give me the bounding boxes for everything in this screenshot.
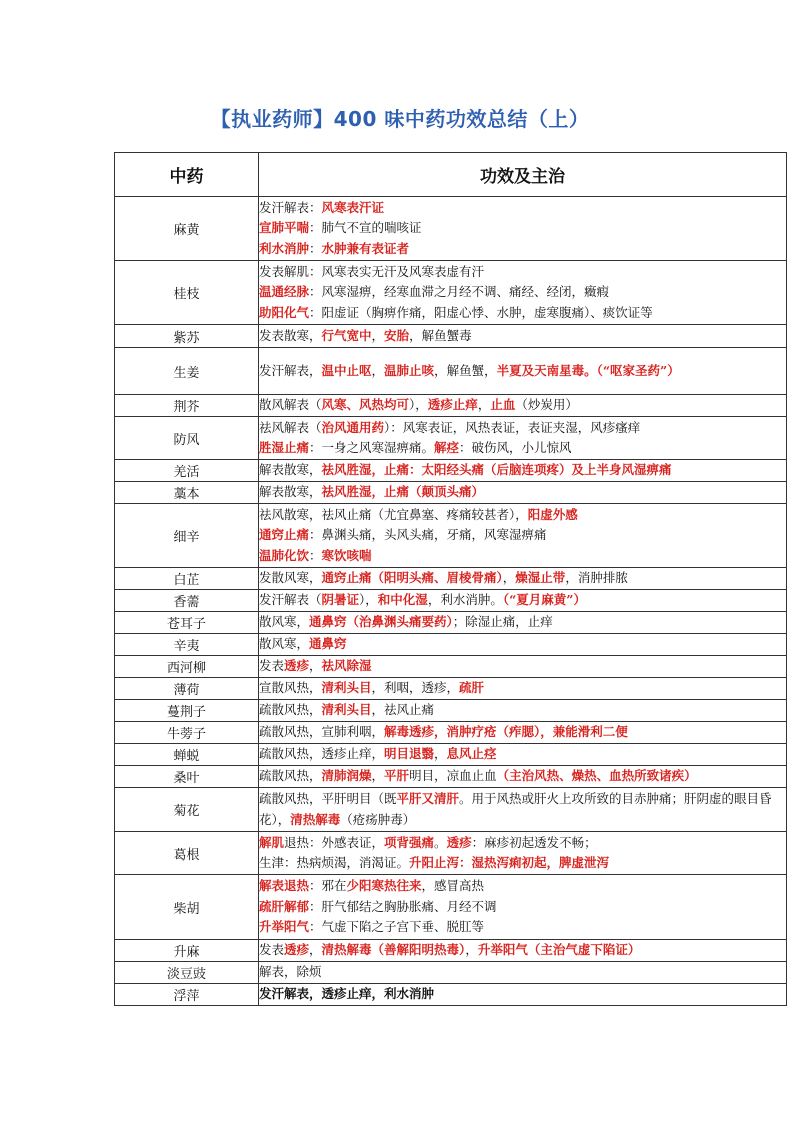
table-row: [115, 984, 787, 1006]
effect-text: 。用于风热或肝火上攻所致的目赤肿痛；肝阴虚的眼目昏花），: [259, 791, 772, 827]
highlighted-text: 行气宽中: [321, 327, 372, 343]
herb-name: 西河柳: [115, 656, 259, 678]
effect-line: [259, 218, 786, 239]
effect-text: ，利水消肿。: [427, 592, 503, 608]
highlighted-text: 疏肝解郁: [259, 898, 310, 914]
herb-name: 荆芥: [115, 395, 259, 417]
effect-text: 宣散风热，: [259, 680, 322, 696]
highlighted-text: 宣肺平喘: [259, 220, 310, 236]
herb-name: 麻黄: [115, 197, 259, 261]
highlighted-text: 阴暑证: [321, 592, 360, 608]
effect-text: ；除湿止痛，止痒: [452, 614, 553, 630]
effect-text: ，解鱼蟹毒: [409, 327, 472, 343]
herb-effects: [259, 612, 787, 634]
effect-line: [259, 766, 786, 787]
highlighted-text: （主治风热、燥热、血热所致诸疾）: [496, 768, 697, 784]
table-row: [115, 460, 787, 482]
highlighted-text: 通窍止痛（阳明头痛、眉棱骨痛）: [321, 570, 503, 586]
table-row: [115, 875, 787, 940]
herb-name: 细辛: [115, 504, 259, 568]
effect-line: [259, 282, 786, 303]
herb-effects: [259, 395, 787, 417]
herb-effects: [259, 744, 787, 766]
effect-text: ，解鱼蟹，: [434, 362, 497, 378]
herb-name: 桂枝: [115, 261, 259, 325]
effect-line: [259, 460, 786, 481]
effect-text: 发汗解表（: [259, 592, 322, 608]
table-row: [115, 590, 787, 612]
effect-text: 疏散风热，宣肺利咽，: [259, 724, 385, 740]
effect-text: ：鼻渊头痛，头风头痛，牙痛，风寒湿痹痛: [309, 527, 547, 543]
highlighted-text: 清热解毒（善解阳明热毒）: [321, 942, 466, 958]
effect-text: ，: [465, 942, 478, 958]
herb-name: 蝉蜕: [115, 744, 259, 766]
herb-name: 升麻: [115, 940, 259, 962]
effect-line: [259, 418, 786, 439]
highlighted-text: 祛风胜湿，止痛：太阳经头痛（后脑连项疼）及上半身风湿痹痛: [321, 462, 672, 478]
herb-name: 蔓荆子: [115, 700, 259, 722]
effect-line: [259, 612, 786, 633]
herb-name: 淡豆豉: [115, 962, 259, 984]
effect-text: 发汗解表: [259, 199, 310, 215]
highlighted-text: 温通经脉: [259, 284, 310, 300]
effect-text: ：: [309, 240, 322, 256]
herb-name: 桑叶: [115, 766, 259, 788]
herb-effects: [259, 962, 787, 984]
highlighted-text: 止血: [490, 397, 516, 413]
effect-text: 解表，除烦: [259, 964, 322, 980]
herb-effects: [259, 875, 787, 940]
effect-line: [259, 525, 786, 546]
effect-line: [259, 700, 786, 721]
table-row: [115, 197, 787, 261]
table-row: [115, 612, 787, 634]
highlighted-text: 和中化湿: [377, 592, 428, 608]
effect-text: ，: [371, 768, 385, 784]
effect-text: ：肺气不宣的喘咳证: [309, 220, 422, 236]
highlighted-text: 温肺化饮: [259, 547, 310, 563]
effect-text: ，利咽，透疹，: [371, 680, 460, 696]
effect-line: [259, 744, 786, 765]
herb-effects: [259, 590, 787, 612]
table-row: [115, 417, 787, 460]
highlighted-text: 温肺止咳: [384, 362, 435, 378]
herb-name: 菊花: [115, 788, 259, 832]
highlighted-text: 明目退翳: [384, 746, 435, 762]
effect-text: ：气虚下陷之子宫下垂、脱肛等: [309, 919, 485, 935]
highlighted-text: 治风通用药: [321, 419, 385, 435]
effect-line: [259, 361, 786, 382]
highlighted-text: 息风止痉: [446, 746, 497, 762]
effect-text: ，消肿排脓: [565, 570, 628, 586]
effect-text: ），: [409, 397, 428, 413]
highlighted-text: 祛风除湿: [321, 658, 372, 674]
effect-text: （炒炭用）: [515, 397, 578, 413]
effect-text: ，: [434, 746, 447, 762]
effect-line: [259, 326, 786, 347]
highlighted-text: 风寒、风热均可: [321, 397, 410, 413]
effect-text: 发散风寒，: [259, 570, 322, 586]
herb-effects: [259, 722, 787, 744]
herb-effects: [259, 482, 787, 504]
effect-line: [259, 984, 786, 1005]
effect-text: 散风寒，: [259, 614, 310, 630]
herb-name: 白芷: [115, 568, 259, 590]
highlighted-text: 疏肝: [459, 680, 485, 696]
effect-line: [259, 546, 786, 567]
effect-text: 发表: [259, 658, 285, 674]
effect-text: ），: [359, 592, 378, 608]
highlighted-text: 祛风胜湿，止痛（颠顶头痛）: [321, 484, 485, 500]
highlighted-text: 利水消肿: [259, 240, 310, 256]
herb-effects: [259, 197, 787, 261]
herb-name: 紫苏: [115, 325, 259, 348]
effect-text: 发表解肌：风寒表实无汗及风寒表虚有汗: [259, 263, 485, 279]
herb-name: 香薷: [115, 590, 259, 612]
table-row: [115, 722, 787, 744]
effect-text: ，: [477, 397, 491, 413]
effect-text: ，: [502, 570, 516, 586]
highlighted-text: 解毒透疹，消肿疗疮（痄腮），兼能滑利二便: [384, 724, 628, 740]
effect-text: ，: [371, 327, 385, 343]
header-herb: 中药: [115, 153, 259, 197]
effect-line: [259, 876, 786, 897]
effect-text: ：阳虚证（胸痹作痛，阳虚心悸、水肿，虚寒腹痛）、痰饮证等: [309, 304, 653, 320]
herb-effects: [259, 766, 787, 788]
effect-text: ：肝气郁结之胸胁胀痛、月经不调: [309, 898, 497, 914]
herb-effects: [259, 984, 787, 1006]
effect-text: 散风寒，: [259, 636, 310, 652]
effect-line: [259, 590, 786, 611]
effect-line: [259, 917, 786, 938]
herb-effects: [259, 325, 787, 348]
effect-line: [259, 303, 786, 324]
highlighted-text: 透疹止痒: [427, 397, 478, 413]
table-row: [115, 261, 787, 325]
highlighted-text: 阳虚外感: [527, 506, 578, 522]
effect-text: 。: [434, 834, 447, 850]
table-row: [115, 325, 787, 348]
effect-line: [259, 853, 786, 874]
effect-text: 发汗解表，透疹止痒，利水消肿: [259, 986, 435, 1002]
herb-effects: [259, 656, 787, 678]
highlighted-text: 风寒表汗证: [321, 199, 385, 215]
table-row: [115, 744, 787, 766]
effect-text: ：破伤风，小儿惊风: [459, 440, 572, 455]
highlighted-text: 透疹: [284, 658, 310, 674]
effect-line: [259, 634, 786, 655]
effect-line: [259, 198, 786, 219]
effect-text: 发汗解表，: [259, 362, 322, 378]
highlighted-text: 清热解毒: [290, 811, 341, 827]
herb-effects: [259, 700, 787, 722]
herb-name: 薄荷: [115, 678, 259, 700]
table-row: [115, 634, 787, 656]
effect-text: ，祛风止痛: [371, 702, 435, 718]
effect-text: 疏散风热，透疹止痒，: [259, 746, 385, 762]
effect-line: [259, 962, 786, 983]
effect-text: ：麻疹初起透发不畅；: [471, 834, 597, 850]
highlighted-text: （“夏月麻黄”）: [502, 592, 586, 608]
effect-line: [259, 897, 786, 918]
herb-effects: [259, 261, 787, 325]
highlighted-text: 解表退热: [259, 878, 310, 894]
effect-text: 祛风解表（: [259, 419, 322, 435]
table-row: [115, 504, 787, 568]
highlighted-text: 清肺润燥: [321, 768, 372, 784]
effect-text: 解表散寒，: [259, 484, 322, 500]
effect-line: [259, 395, 786, 416]
effect-text: ，: [309, 658, 322, 674]
herb-effects: [259, 504, 787, 568]
effect-text: 疏散风热，: [259, 702, 322, 718]
herb-name: 羌活: [115, 460, 259, 482]
effect-text: 疏散风热，: [259, 768, 322, 784]
highlighted-text: 温中止呕: [321, 362, 372, 378]
effect-text: 祛风散寒，祛风止痛（尤宜鼻塞、疼痛较甚者），: [259, 506, 528, 522]
table-row: [115, 568, 787, 590]
highlighted-text: 解痉: [434, 440, 460, 455]
effect-text: ，: [309, 942, 322, 958]
highlighted-text: 平肝又清肝: [396, 791, 460, 806]
highlighted-text: 项背强痛: [384, 834, 435, 850]
effect-text: 生津：热病烦渴，消渴证。: [259, 855, 410, 870]
herb-effects: [259, 348, 787, 395]
herb-effects: [259, 634, 787, 656]
effect-line: [259, 789, 786, 830]
table-row: [115, 962, 787, 984]
herb-effects: [259, 568, 787, 590]
effect-text: 散风解表（: [259, 397, 322, 413]
effect-line: [259, 438, 786, 459]
effect-line: [259, 940, 786, 961]
highlighted-text: 通鼻窍（治鼻渊头痛要药）: [309, 614, 453, 630]
highlighted-text: 少阳寒热往来: [346, 878, 422, 894]
header-effect: 功效及主治: [259, 153, 787, 197]
effect-text: ，感冒高热: [421, 878, 485, 894]
effect-text: ：风寒湿痹，经寒血滞之月经不调、痛经、经闭，癥瘕: [309, 284, 610, 300]
table-header-row: [115, 153, 787, 197]
effect-text: 明目，凉血止血: [409, 768, 497, 784]
herb-name: 藁本: [115, 482, 259, 504]
highlighted-text: 通鼻窍: [309, 636, 347, 652]
effect-line: [259, 722, 786, 743]
herb-name: 生姜: [115, 348, 259, 395]
effect-text: ：一身之风寒湿痹痛。: [309, 440, 435, 455]
effect-line: [259, 505, 786, 526]
table-row: [115, 395, 787, 417]
effect-text: 解表散寒，: [259, 462, 322, 478]
highlighted-text: 平肝: [384, 768, 410, 784]
effect-text: （疮疡肿毒）: [340, 811, 416, 827]
table-row: [115, 766, 787, 788]
effect-text: ）：风寒表证，风热表证，表证夹湿，风疹瘙痒: [384, 419, 641, 435]
table-row: [115, 788, 787, 832]
highlighted-text: 升举阳气: [259, 919, 310, 935]
table-row: [115, 656, 787, 678]
highlighted-text: 升阳止泻：湿热泻痢初起，脾虚泄泻: [409, 855, 610, 870]
effect-line: [259, 656, 786, 677]
effect-text: 发表: [259, 942, 285, 958]
table-row: [115, 700, 787, 722]
highlighted-text: 胜湿止痛: [259, 440, 310, 455]
highlighted-text: 半夏及天南星毒。（“呕家圣药”）: [496, 362, 680, 378]
herb-name: 浮萍: [115, 984, 259, 1006]
effect-text: 疏散风热，平肝明目（既: [259, 791, 397, 806]
effect-text: ，: [371, 362, 385, 378]
table-row: [115, 482, 787, 504]
highlighted-text: 助阳化气: [259, 304, 310, 320]
highlighted-text: 清利头目: [321, 702, 372, 718]
highlighted-text: 通窍止痛: [259, 527, 310, 543]
effect-line: [259, 482, 786, 503]
herb-effects: [259, 417, 787, 460]
herb-name: 葛根: [115, 832, 259, 875]
highlighted-text: 清利头目: [321, 680, 372, 696]
herb-name: 辛夷: [115, 634, 259, 656]
herb-name: 苍耳子: [115, 612, 259, 634]
page-title: 【执业药师】400 味中药功效总结（上）: [210, 107, 590, 131]
highlighted-text: 安胎: [384, 327, 410, 343]
highlighted-text: 水肿兼有表证者: [321, 240, 410, 256]
effect-text: ：: [309, 547, 322, 563]
herb-effects-table: [114, 152, 787, 1006]
herb-effects: [259, 788, 787, 832]
highlighted-text: 解肌: [259, 834, 285, 850]
table-row: [115, 832, 787, 875]
effect-text: ：: [309, 199, 322, 215]
effect-line: [259, 833, 786, 854]
herb-name: 柴胡: [115, 875, 259, 940]
effect-line: [259, 262, 786, 283]
table-row: [115, 940, 787, 962]
herb-effects: [259, 940, 787, 962]
highlighted-text: 透疹: [284, 942, 310, 958]
effect-text: ：邪在: [309, 878, 347, 894]
table-row: [115, 678, 787, 700]
highlighted-text: 寒饮咳喘: [321, 547, 372, 563]
highlighted-text: 透疹: [446, 834, 472, 850]
herb-effects: [259, 832, 787, 875]
herb-name: 防风: [115, 417, 259, 460]
herb-name: 牛蒡子: [115, 722, 259, 744]
table-row: [115, 348, 787, 395]
effect-line: [259, 568, 786, 589]
effect-text: 退热：外感表证，: [284, 834, 385, 850]
effect-line: [259, 678, 786, 699]
herb-effects: [259, 678, 787, 700]
effect-line: [259, 239, 786, 260]
highlighted-text: 升举阳气（主治气虚下陷证）: [477, 942, 641, 958]
herb-effects: [259, 460, 787, 482]
table-body: [115, 197, 787, 1006]
effect-text: 发表散寒，: [259, 327, 322, 343]
highlighted-text: 燥湿止带: [515, 570, 566, 586]
